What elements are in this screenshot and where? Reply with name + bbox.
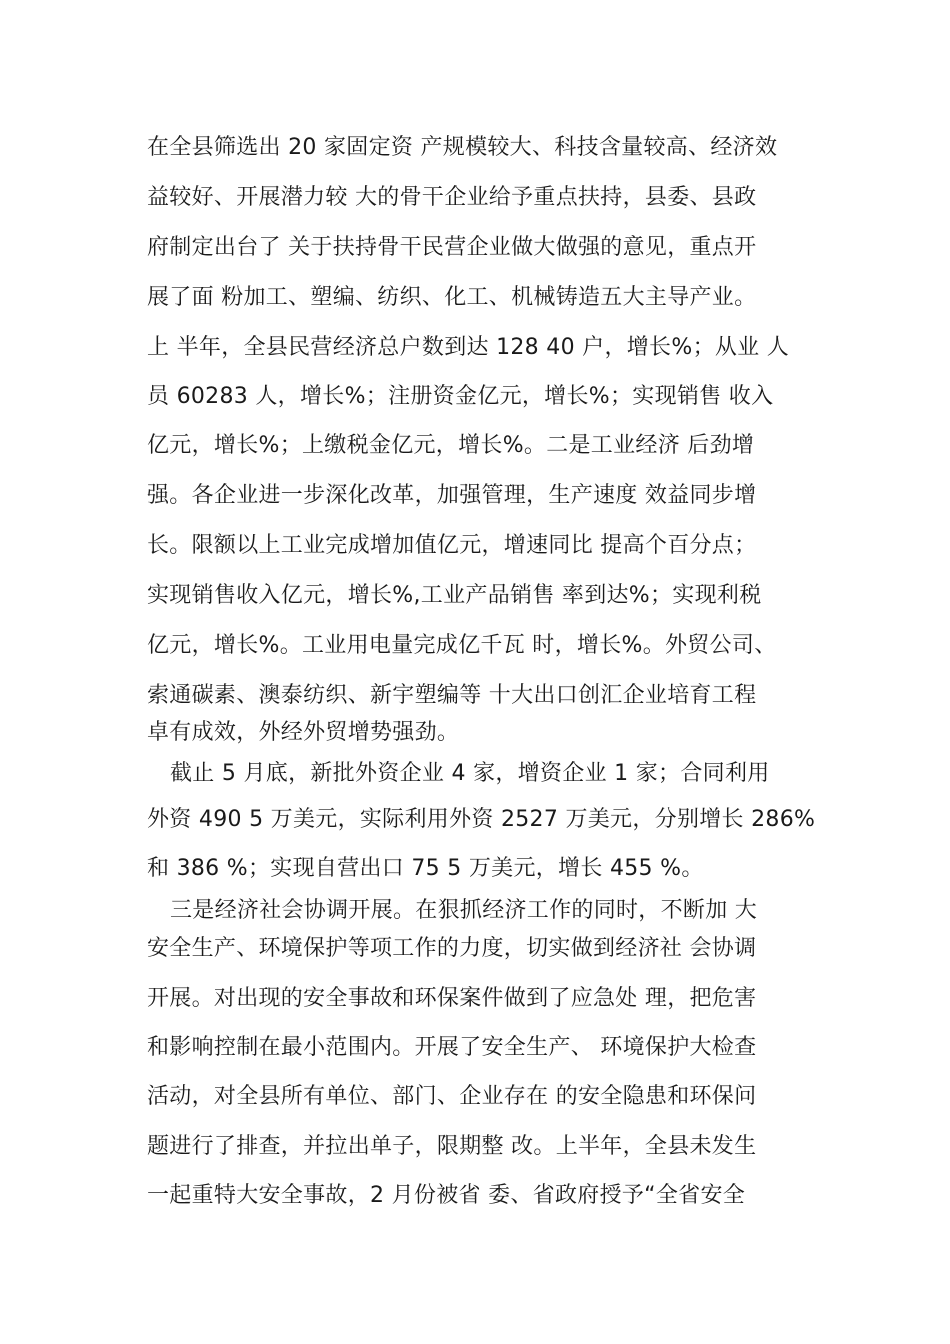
text-line: 索通碳素、澳泰纺织、新宇塑编等 十大出口创汇企业培育工程 — [147, 683, 757, 708]
text-line: 亿元，增长%。工业用电量完成亿千瓦 时，增长%。外贸公司、 — [147, 633, 777, 658]
text-line: 和影响控制在最小范围内。开展了安全生产、 环境保护大检查 — [147, 1035, 757, 1060]
text-line: 外资 490 5 万美元，实际利用外资 2527 万美元，分别增长 286% — [147, 807, 816, 832]
text-line: 员 60283 人，增长%；注册资金亿元，增长%；实现销售 收入 — [147, 384, 774, 409]
text-line: 一起重特大安全事故，2 月份被省 委、省政府授予“全省安全 — [147, 1183, 746, 1208]
text-line: 实现销售收入亿元，增长%,工业产品销售 率到达%；实现利税 — [147, 583, 762, 608]
text-line: 府制定出台了 关于扶持骨干民营企业做大做强的意见，重点开 — [147, 235, 757, 260]
text-line: 和 386 %；实现自营出口 75 5 万美元，增长 455 %。 — [147, 856, 704, 881]
text-line: 长。限额以上工业完成增加值亿元，增速同比 提高个百分点； — [147, 533, 757, 558]
text-line: 截止 5 月底，新批外资企业 4 家，增资企业 1 家；合同利用 — [170, 761, 770, 786]
text-line: 展了面 粉加工、塑编、纺织、化工、机械铸造五大主导产业。 — [147, 285, 757, 310]
text-line: 上 半年，全县民营经济总户数到达 128 40 户，增长%；从业 人 — [147, 335, 790, 360]
text-line: 开展。对出现的安全事故和环保案件做到了应急处 理，把危害 — [147, 986, 757, 1011]
text-line: 安全生产、环境保护等项工作的力度，切实做到经济社 会协调 — [147, 936, 757, 961]
text-line: 强。各企业进一步深化改革，加强管理，生产速度 效益同步增 — [147, 483, 757, 508]
text-line: 益较好、开展潜力较 大的骨干企业给予重点扶持，县委、县政 — [147, 185, 757, 210]
text-line: 三是经济社会协调开展。在狠抓经济工作的同时，不断加 大 — [170, 898, 758, 923]
text-line: 在全县筛选出 20 家固定资 产规模较大、科技含量较高、经济效 — [147, 135, 778, 160]
text-line: 活动，对全县所有单位、部门、企业存在 的安全隐患和环保问 — [147, 1084, 757, 1109]
text-line: 题进行了排查，并拉出单子，限期整 改。上半年，全县未发生 — [147, 1134, 757, 1159]
text-line: 亿元，增长%；上缴税金亿元，增长%。二是工业经济 后劲增 — [147, 433, 755, 458]
text-line: 卓有成效，外经外贸增势强劲。 — [147, 720, 460, 745]
